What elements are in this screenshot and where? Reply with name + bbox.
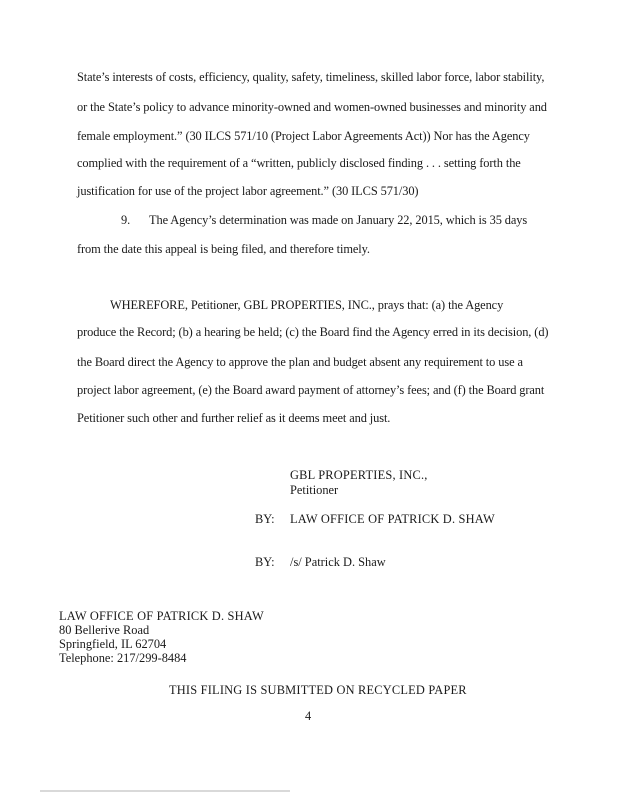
body-line: complied with the requirement of a “written, publicly disclosed finding . . . setting forth the: [77, 156, 521, 170]
recycled-paper-note: THIS FILING IS SUBMITTED ON RECYCLED PAPER: [169, 683, 467, 697]
by-label: BY:: [255, 555, 275, 569]
page-number: 4: [305, 709, 312, 723]
attorney-firm: LAW OFFICE OF PATRICK D. SHAW: [59, 609, 264, 623]
wherefore-line: project labor agreement, (e) the Board award payment of attorney’s fees; and (f) the Board grant: [77, 383, 545, 397]
party-role: Petitioner: [290, 483, 339, 497]
paragraph-9-line: The Agency’s determination was made on January 22, 2015, which is 35 days: [149, 213, 528, 227]
paragraph-9-line: from the date this appeal is being filed, and therefore timely.: [77, 242, 370, 256]
body-line: or the State’s policy to advance minority-owned and women-owned businesses and minority and: [77, 100, 547, 114]
electronic-signature: /s/ Patrick D. Shaw: [290, 555, 386, 569]
attorney-telephone: Telephone: 217/299-8484: [59, 651, 187, 665]
body-line: justification for use of the project labor agreement.” (30 ILCS 571/30): [77, 184, 419, 198]
body-line: State’s interests of costs, efficiency, quality, safety, timeliness, skilled labor force, labor stability,: [77, 70, 545, 84]
scan-artifact: [40, 790, 290, 792]
body-line: female employment.” (30 ILCS 571/10 (Project Labor Agreements Act)) Nor has the Agency: [77, 129, 530, 143]
law-office-signature: LAW OFFICE OF PATRICK D. SHAW: [290, 512, 495, 526]
wherefore-line: produce the Record; (b) a hearing be held; (c) the Board find the Agency erred in its decision, (d): [77, 325, 549, 339]
wherefore-line: WHEREFORE, Petitioner, GBL PROPERTIES, INC., prays that: (a) the Agency: [110, 298, 504, 312]
attorney-address: 80 Bellerive Road: [59, 623, 150, 637]
attorney-city: Springfield, IL 62704: [59, 637, 167, 651]
party-name: GBL PROPERTIES, INC.,: [290, 468, 428, 482]
wherefore-line: the Board direct the Agency to approve the plan and budget absent any requirement to use a: [77, 355, 523, 369]
paragraph-number: 9.: [121, 213, 131, 227]
by-label: BY:: [255, 512, 275, 526]
wherefore-line: Petitioner such other and further relief as it deems meet and just.: [77, 411, 391, 425]
